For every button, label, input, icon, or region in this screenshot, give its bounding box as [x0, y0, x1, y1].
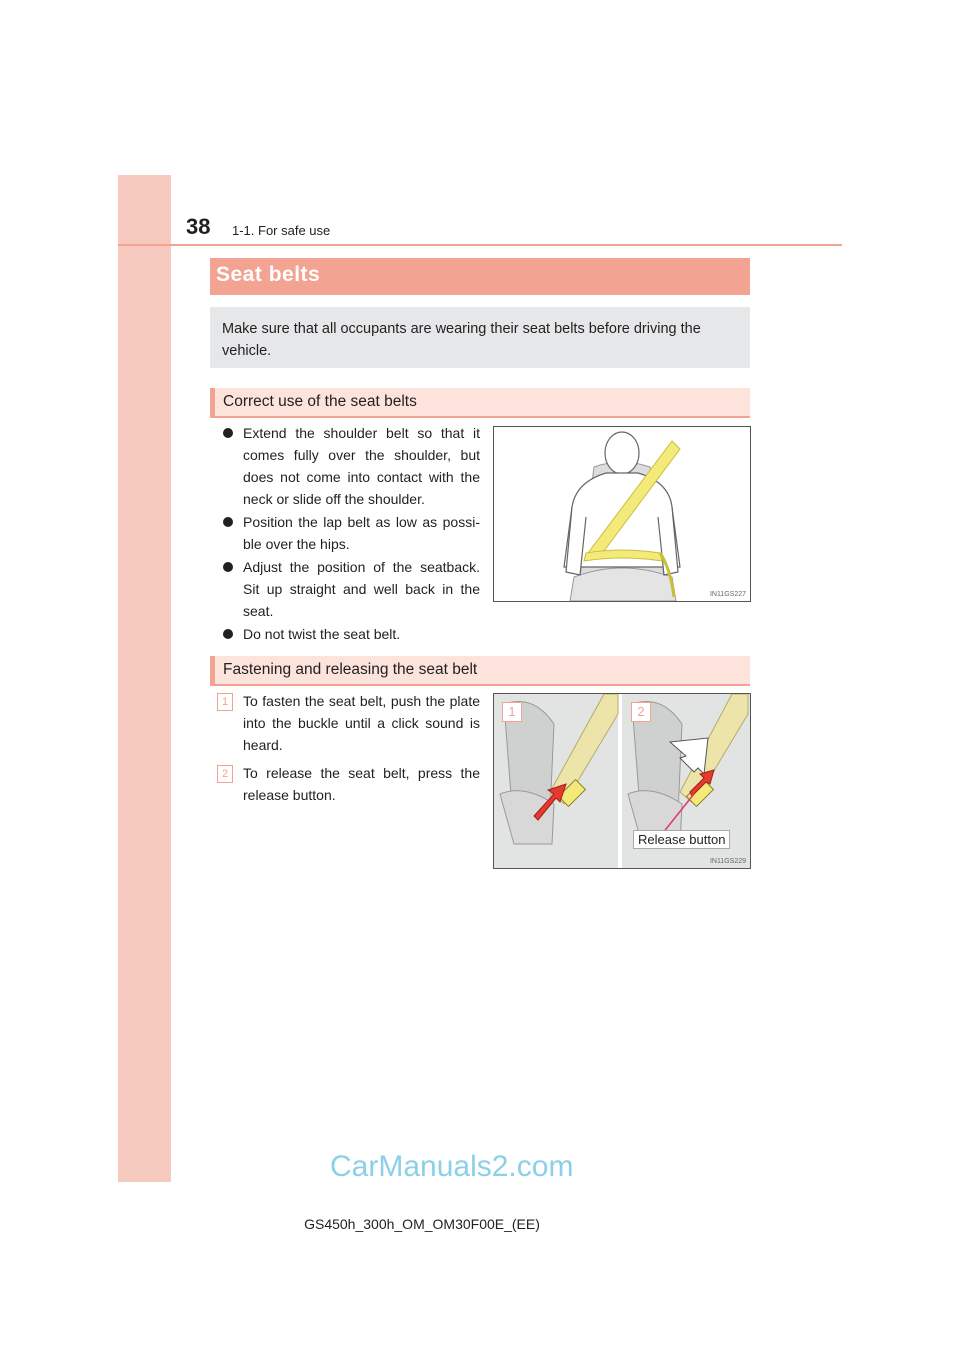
step-number: 1	[217, 693, 233, 711]
correct-use-heading-text: Correct use of the seat belts	[223, 393, 417, 410]
list-item	[222, 422, 480, 510]
step-text: To release the seat belt, press the release button.	[243, 765, 480, 803]
list-item	[222, 556, 480, 622]
page-side-tab	[118, 175, 171, 1182]
document-code: GS450h_300h_OM_OM30F00E_(EE)	[304, 1216, 540, 1232]
page-title-bar	[210, 258, 750, 295]
bullet-icon	[223, 562, 233, 572]
page-title: Seat belts	[216, 263, 321, 286]
footer	[0, 1216, 960, 1232]
bullet-text: Extend the shoulder belt so that it comes fully over the shoulder, but does not come into contact with the neck or slide off the shoulder.	[243, 425, 480, 507]
page-number: 38	[186, 214, 211, 239]
step-item	[215, 762, 480, 806]
figure-code: IN11GS227	[709, 591, 746, 598]
list-item	[222, 623, 480, 645]
bullet-icon	[223, 629, 233, 639]
correct-use-heading	[210, 388, 750, 418]
watermark: CarManuals2.com	[330, 1150, 574, 1183]
fastening-heading-text: Fastening and releasing the seat belt	[223, 661, 478, 678]
fastening-steps	[215, 690, 480, 812]
step-number: 2	[217, 765, 233, 783]
bullet-text: Do not twist the seat belt.	[243, 626, 401, 642]
occupant-illustration	[494, 427, 750, 601]
bullet-text: Position the lap belt as low as possi-ble over the hips.	[243, 514, 480, 552]
step-item	[215, 690, 480, 756]
section-label: 1-1. For safe use	[232, 223, 331, 238]
figure-code: IN11GS229	[709, 858, 746, 865]
seat-belt-position-figure	[493, 426, 751, 602]
fastening-heading	[210, 656, 750, 686]
heading-accent	[210, 388, 215, 416]
intro-text: Make sure that all occupants are wearing their seat belts before driving the vehicle.	[222, 321, 701, 359]
bullet-icon	[223, 517, 233, 527]
release-button-label: Release button	[633, 830, 730, 849]
panel-number-1: 1	[502, 702, 522, 722]
header-rule	[118, 244, 842, 246]
intro-box	[210, 307, 750, 368]
bullet-text: Adjust the position of the seatback. Sit up straight and well back in the seat.	[243, 559, 480, 619]
panel-number-2: 2	[631, 702, 651, 722]
correct-use-list	[222, 422, 480, 646]
step-text: To fasten the seat belt, push the plate into the buckle until a click sound is heard.	[243, 693, 480, 753]
heading-accent	[210, 656, 215, 684]
bullet-icon	[223, 428, 233, 438]
list-item	[222, 511, 480, 555]
